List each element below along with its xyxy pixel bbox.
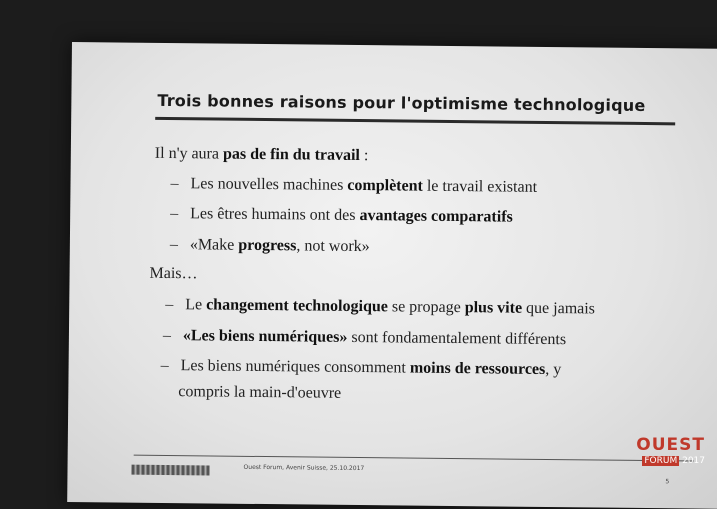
logo-main-text: OUEST [636,435,705,455]
bullet-text: sont fondamentalement différents [347,328,567,349]
dash: – [170,175,179,193]
bullet-text: Les biens numériques consomment [180,357,410,377]
bullet-2-2 [163,327,566,349]
intro-line [155,145,369,165]
ouest-forum-logo [636,437,705,466]
bullet-text: «Make [189,236,239,254]
bullet-2-1 [165,296,595,318]
bullet-bold: «Les biens numériques» [182,327,348,346]
title-underline [155,117,675,125]
dash: – [162,326,172,345]
bullet-text: Les êtres humains ont des [190,205,360,225]
intro-text-a: Il n'y aura [154,144,224,163]
footer-logo-icon [131,465,209,476]
footer-divider [134,455,694,462]
bullet-bold: changement technologique [206,296,388,316]
bullet-text: , y [545,360,562,379]
bullet-bold: avantages comparatifs [359,207,513,226]
presentation-slide [67,42,717,509]
bullet-2-3 [161,357,562,379]
logo-sub-text [636,456,705,466]
bullet-text: Les nouvelles machines [190,175,348,194]
dash: – [170,205,179,223]
bullet-text: , not work» [296,237,370,256]
dash: – [169,236,178,254]
page-number: 5 [665,478,670,486]
bullet-1-1 [170,175,537,197]
intro-text-c: : [359,147,369,165]
bullet-bold: complètent [347,176,423,195]
bullet-text: le travail existant [422,177,538,196]
bullet-text: Le [185,296,207,314]
mais-line: Mais… [149,264,198,283]
bullet-bold: moins de ressources [409,359,546,378]
bullet-text: que jamais [522,299,596,318]
footer-text: Ouest Forum, Avenir Suisse, 25.10.2017 [243,463,365,473]
slide-title: Trois bonnes raisons pour l'optimisme technologique [157,90,646,116]
logo-year: 2017 [682,456,705,466]
bullet-1-2 [170,205,513,227]
intro-bold: pas de fin du travail [222,145,361,165]
logo-forum: FORUM [644,456,678,466]
bullet-bold: plus vite [464,299,523,317]
bullet-bold: progress [238,236,297,255]
bullet-text: se propage [387,298,465,317]
bullet-2-3-continuation: compris la main-d'oeuvre [178,383,342,402]
dash: – [160,356,169,375]
bullet-1-3 [170,236,370,256]
dash: – [165,295,174,314]
